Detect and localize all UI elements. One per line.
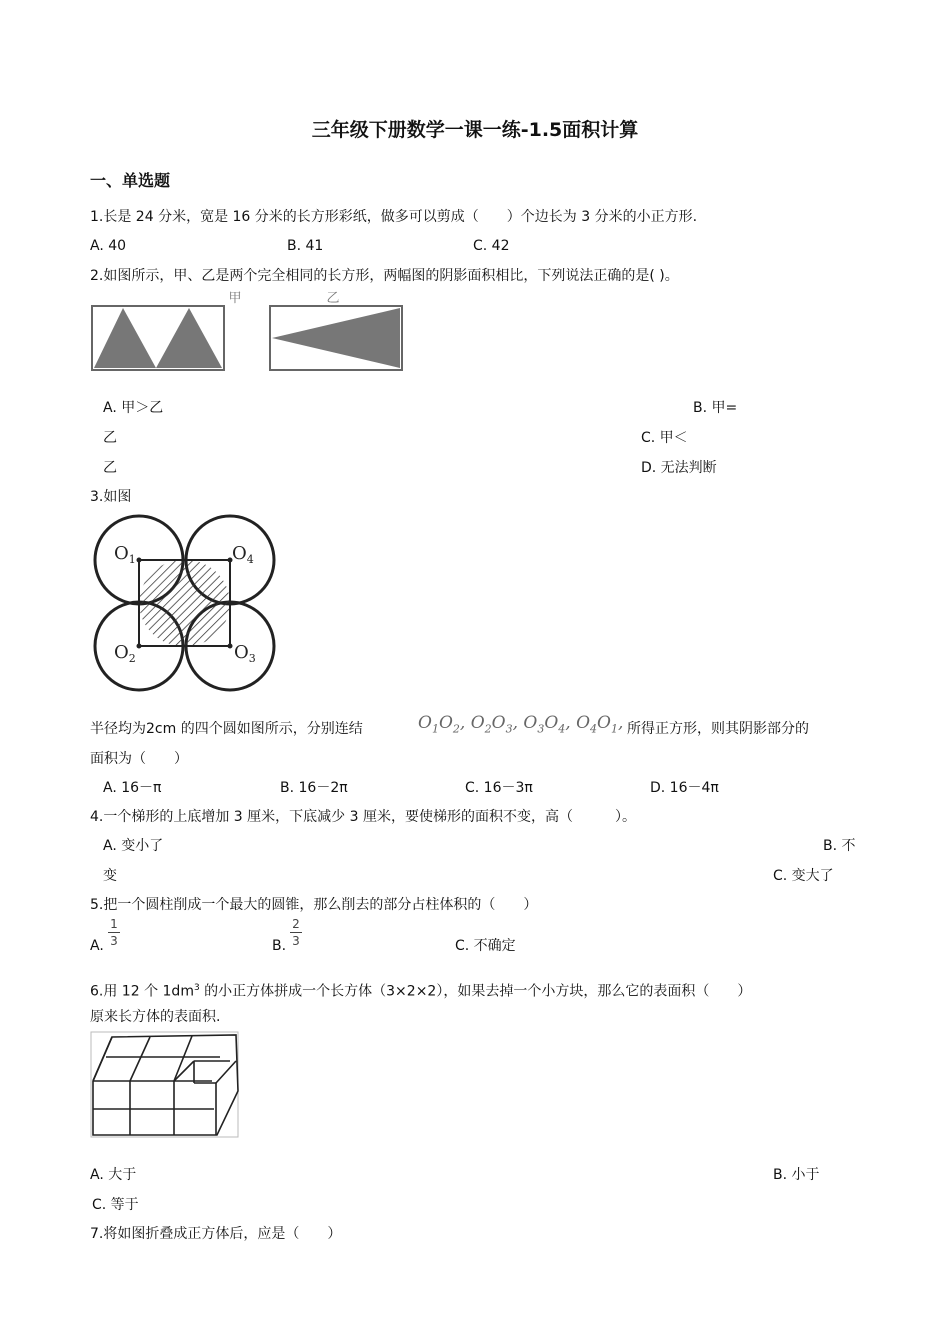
q4-option-c[interactable]: C. 变大了 (773, 868, 834, 884)
question-7-text: 7.将如图折叠成正方体后，应是（ ） (90, 1226, 342, 1242)
q5-option-c[interactable]: C. 不确定 (455, 938, 516, 954)
question-4-text: 4.一个梯形的上底增加 3 厘米，下底减少 3 厘米，要使梯形的面积不变，高（ ）。 (90, 809, 636, 825)
shaded-region (139, 560, 230, 646)
q3-segments: $O_1O_2$, $O_2O_3$, $O_3O_4$, $O_4O_1$, (418, 713, 624, 736)
q2-option-d[interactable]: D. 无法判断 (641, 460, 717, 476)
q5-option-a[interactable]: A. (90, 938, 104, 954)
page-title: 三年级下册数学一课一练-1.5面积计算 (311, 119, 639, 141)
question-5-text: 5.把一个圆柱削成一个最大的圆锥，那么削去的部分占柱体积的（ ） (90, 897, 538, 913)
q3-option-b[interactable]: B. 16－2π (280, 780, 348, 796)
q1-option-c[interactable]: C. 42 (473, 238, 510, 254)
q5-option-b[interactable]: B. (272, 938, 287, 954)
q1-option-b[interactable]: B. 41 (287, 238, 324, 254)
q1-option-a[interactable]: A. 40 (90, 238, 127, 254)
label-yi: 乙 (326, 291, 340, 306)
label-o2: $O_2$ (114, 642, 136, 665)
q4-option-b[interactable]: B. 不 (823, 838, 856, 854)
label-o1: $O_1$ (114, 543, 136, 566)
question-2-text: 2.如图所示，甲、乙是两个完全相同的长方形，两幅图的阴影面积相比，下列说法正确的是( )。 (90, 268, 679, 284)
q3-circles-figure (90, 510, 280, 696)
q2-option-b[interactable]: B. 甲= (693, 400, 738, 416)
label-jia: 甲 (228, 291, 242, 306)
q2-option-b-cont: 乙 (103, 430, 117, 446)
q3-body-2: 面积为（ ） (90, 751, 188, 767)
q2-option-a[interactable]: A. 甲＞乙 (103, 400, 164, 416)
q2-rectangles-figure (90, 288, 410, 374)
q5-fraction-b: 2 3 (290, 917, 302, 948)
q4-option-a[interactable]: A. 变小了 (103, 838, 164, 854)
q5-fraction-a: 1 3 (108, 917, 120, 948)
q6-option-c[interactable]: C. 等于 (92, 1197, 139, 1213)
q3-body-post: 所得正方形，则其阴影部分的 (627, 721, 809, 737)
label-o4: $O_4$ (232, 543, 254, 566)
question-3-text: 3.如图 (90, 489, 132, 505)
q3-option-a[interactable]: A. 16－π (103, 780, 162, 796)
q2-option-c-cont: 乙 (103, 460, 117, 476)
q3-body-pre: 半径均为2cm 的四个圆如图所示，分别连结 (90, 721, 363, 737)
q6-cuboid-figure (90, 1031, 240, 1139)
question-6-text: 6.用 12 个 $1dm^3$ 的小正方体拼成一个长方体（3×2×2），如果去掉一个小方块，那么它的表面积（ ） (90, 983, 752, 1000)
q4-option-b-cont: 变 (103, 868, 117, 884)
label-o3: $O_3$ (234, 642, 256, 665)
question-6-text-2: 原来长方体的表面积. (90, 1009, 221, 1025)
q3-option-d[interactable]: D. 16－4π (650, 780, 719, 796)
q6-option-a[interactable]: A. 大于 (90, 1167, 137, 1183)
q3-option-c[interactable]: C. 16－3π (465, 780, 533, 796)
q2-option-c[interactable]: C. 甲＜ (641, 430, 688, 446)
question-1-text: 1.长是 24 分米，宽是 16 分米的长方形彩纸，做多可以剪成（ ）个边长为 3 分米的小正方形. (90, 209, 698, 225)
section-heading: 一、单选题 (90, 171, 171, 190)
q6-option-b[interactable]: B. 小于 (773, 1167, 820, 1183)
